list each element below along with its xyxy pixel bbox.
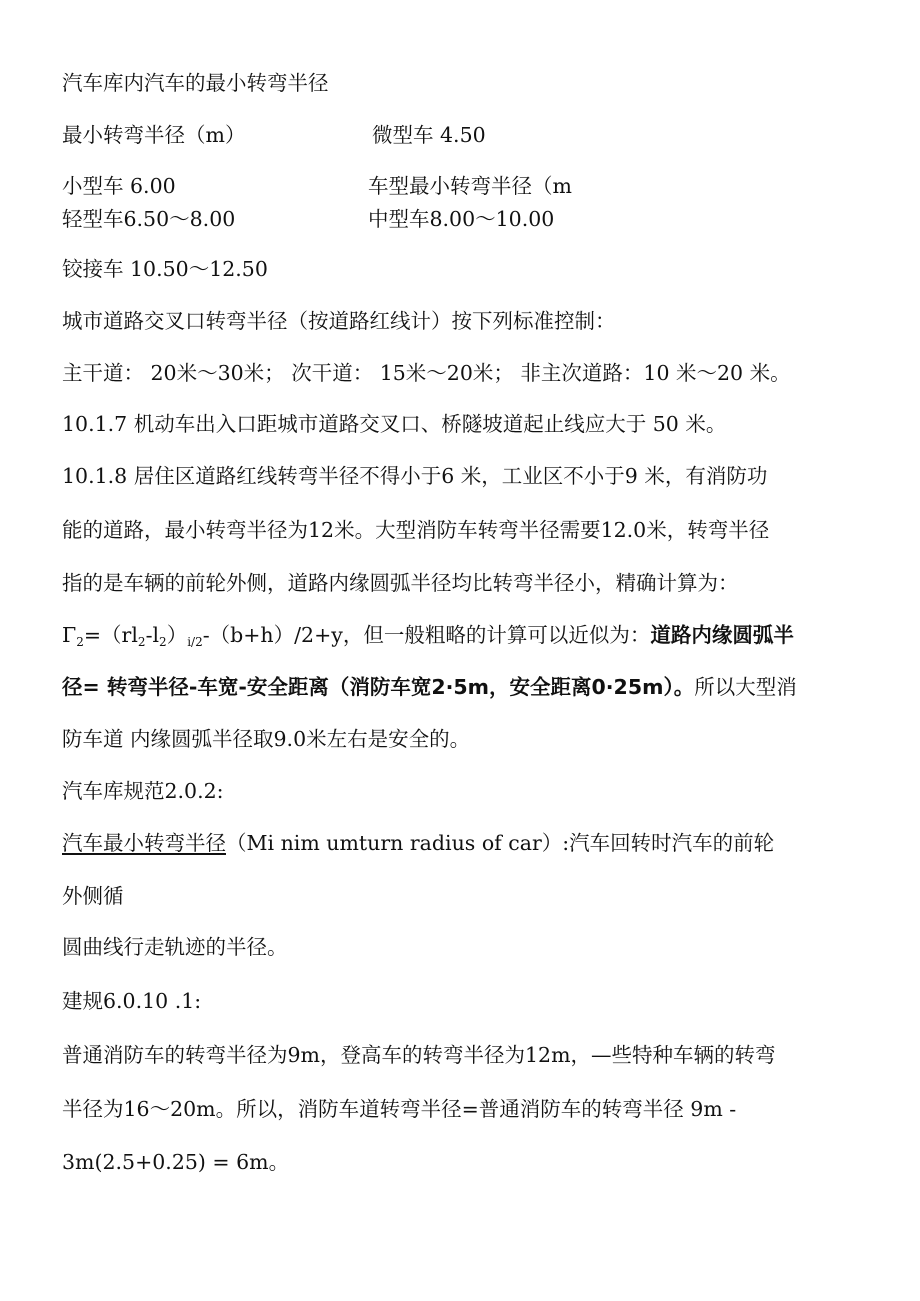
paragraph: 指的是车辆的前轮外侧，道路内缘圆弧半径均比转弯半径小，精确计算为： [62, 571, 739, 595]
table-cell: 中型车8.00～10.00 [368, 207, 555, 231]
paragraph: 汽车库规范2.0.2: [62, 779, 224, 803]
formula-text: =（rl [83, 623, 138, 647]
formula-line [62, 677, 797, 698]
definition-line [62, 833, 774, 854]
paragraph: 主干道： 20米～30米； 次干道： 15米～20米； 非主次道路：10 米～20 米。 [62, 361, 791, 385]
subscript: 2 [159, 635, 167, 649]
paragraph: 普通消防车的转弯半径为9m，登高车的转弯半径为12m，—些特种车辆的转弯 [62, 1043, 776, 1067]
bold-text: 径= 转弯半径-车宽-安全距离（消防车宽2·5m，安全距离0·25m）。 [62, 675, 695, 699]
table-cell: 小型车 6.00 [62, 174, 176, 198]
formula-text: -（b+h）/2+y，但一般粗略的计算可以近似为： [202, 623, 651, 647]
table-cell: 轻型车6.50～8.00 [62, 207, 236, 231]
paragraph: 建规6.0.10 .1: [62, 989, 202, 1013]
paragraph: 城市道路交叉口转弯半径（按道路红线计）按下列标准控制： [62, 309, 616, 333]
paragraph: 10.1.8 居住区道路红线转弯半径不得小于6 米，工业区不小于9 米，有消防功 [62, 464, 768, 488]
table-cell: 铰接车 10.50～12.50 [62, 257, 268, 281]
table-cell: 最小转弯半径（m） [62, 123, 246, 147]
paragraph: 外侧循 [62, 884, 124, 908]
defined-term: 汽车最小转弯半径 [62, 831, 226, 855]
paragraph: 能的道路，最小转弯半径为12米。大型消防车转弯半径需要12.0米，转弯半径 [62, 518, 770, 542]
paragraph: 半径为16～20m。所以，消防车道转弯半径=普通消防车的转弯半径 9m - [62, 1097, 737, 1121]
formula-text: -l [145, 623, 160, 647]
heading: 汽车库内汽车的最小转弯半径 [62, 71, 329, 95]
table-cell: 车型最小转弯半径（m [368, 174, 572, 198]
definition-text: （Mi nim umturn radius of car）:汽车回转时汽车的前轮 [226, 831, 775, 855]
formula-line [62, 625, 794, 648]
subscript: 2 [137, 635, 146, 649]
paragraph: 防车道 内缘圆弧半径取9.0米左右是安全的。 [62, 727, 471, 751]
paragraph: 3m(2.5+0.25) = 6m。 [62, 1150, 290, 1174]
subscript: i/2 [187, 635, 203, 649]
paragraph: 10.1.7 机动车出入口距城市道路交叉口、桥隧坡道起止线应大于 50 米。 [62, 412, 727, 436]
paragraph: 圆曲线行走轨迹的半径。 [62, 935, 288, 959]
text: 所以大型消 [694, 675, 797, 699]
formula-text: Γ [62, 623, 77, 647]
subscript: 2 [76, 635, 84, 649]
bold-text: 道路内缘圆弧半 [650, 623, 794, 647]
formula-text: ） [166, 623, 188, 647]
table-cell: 微型车 4.50 [372, 123, 486, 147]
